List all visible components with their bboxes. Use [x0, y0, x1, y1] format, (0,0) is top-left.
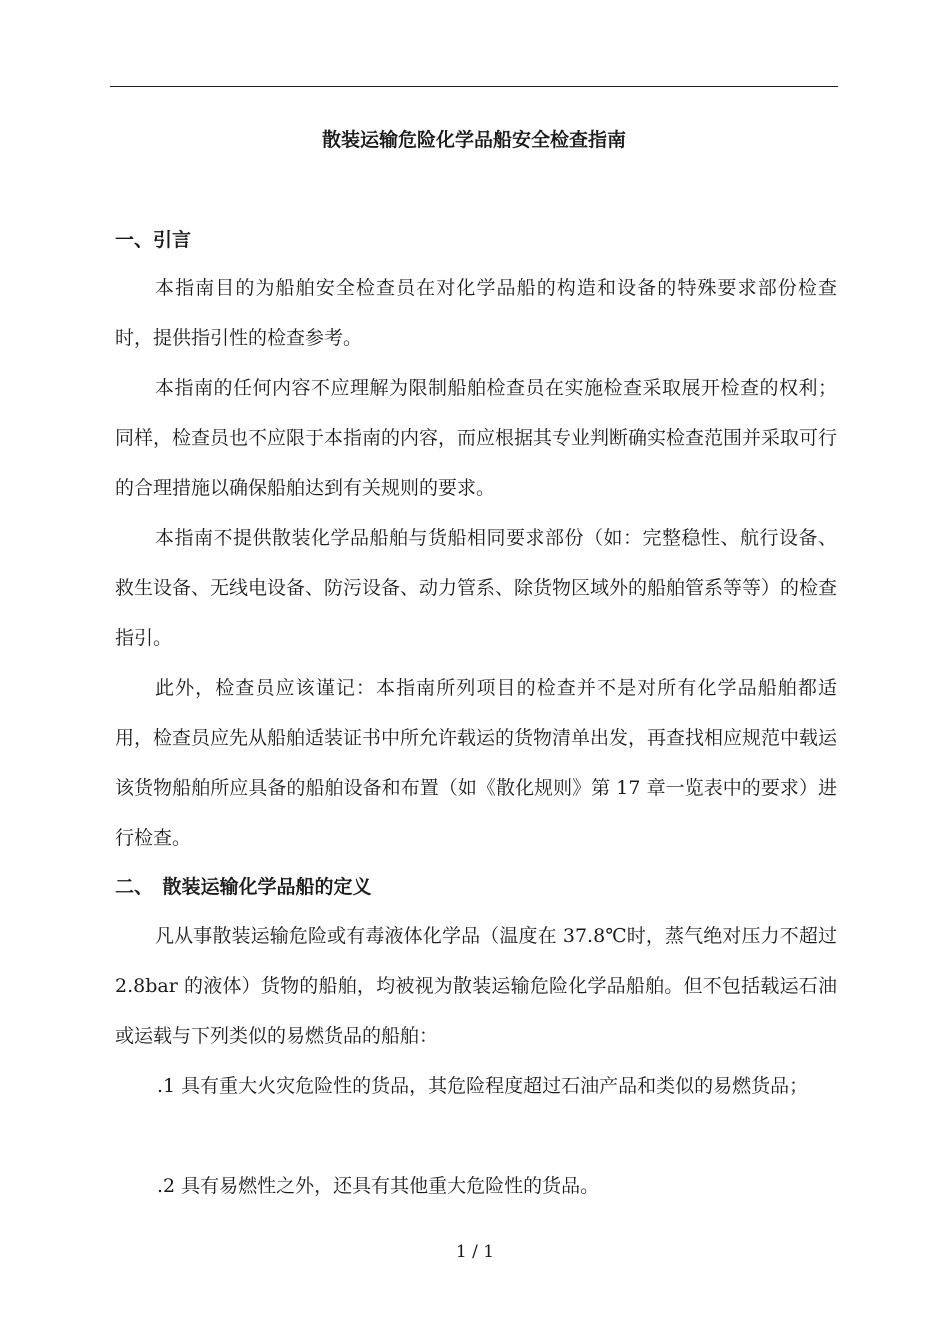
section-heading-introduction: 一、引言	[115, 229, 192, 251]
page-number: 1 / 1	[455, 1242, 495, 1262]
header-rule	[110, 86, 838, 87]
list-item: .2 具有易燃性之外，还具有其他重大危险性的货品。	[157, 1175, 600, 1197]
section-heading-definition: 二、 散装运输化学品船的定义	[115, 876, 372, 898]
document-title: 散装运输危险化学品船安全检查指南	[321, 129, 626, 151]
paragraph: 本指南的任何内容不应理解为限制船舶检查员在实施检查采取展开检查的权利；同样，检查员也不应限于本指南的内容，而应根据其专业判断确实检查范围并采取可行的合理措施以确保船舶达到有关规则的要求。	[115, 377, 838, 499]
paragraph: 本指南不提供散装化学品船舶与货船相同要求部份（如：完整稳性、航行设备、救生设备、无线电设备、防污设备、动力管系、除货物区域外的船舶管系等等）的检查指引。	[115, 527, 838, 649]
list-item: .1 具有重大火灾危险性的货品，其危险程度超过石油产品和类似的易燃货品；	[157, 1075, 809, 1097]
paragraph: 本指南目的为船舶安全检查员在对化学品船的构造和设备的特殊要求部份检查时，提供指引性的检查参考。	[115, 277, 837, 349]
paragraph: 此外，检查员应该谨记：本指南所列项目的检查并不是对所有化学品船舶都适用，检查员应先从船舶适装证书中所允许载运的货物清单出发，再查找相应规范中载运该货物船舶所应具备的船舶设备和布置（如《散化规则》第 17 章一览表中的要求）进行检查。	[115, 677, 838, 849]
paragraph: 凡从事散装运输危险或有毒液体化学品（温度在 37.8℃时，蒸气绝对压力不超过 2.8bar 的液体）货物的船舶，均被视为散装运输危险化学品船舶。但不包括载运石油或运载与下列类似的易燃货品的船舶：	[115, 925, 837, 1047]
